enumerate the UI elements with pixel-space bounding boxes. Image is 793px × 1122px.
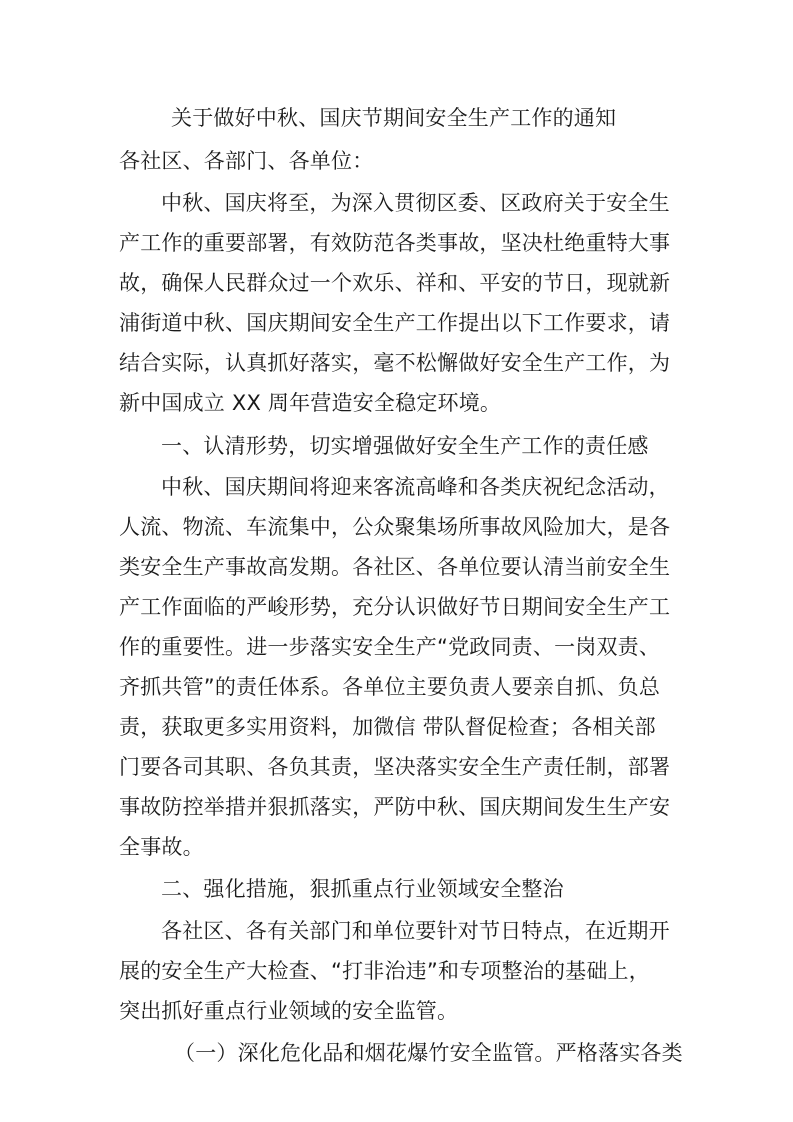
paragraph-line: 人流、物流、车流集中，公众聚集场所事故风险加大，是各	[119, 515, 671, 539]
paragraph-line: 故，确保人民群众过一个欢乐、祥和、平安的节日，现就新	[119, 271, 671, 295]
paragraph-line: 作的重要性。进一步落实安全生产“党政同责、一岗双责、	[119, 635, 661, 659]
paragraph-line: 齐抓共管”的责任体系。各单位主要负责人要亲自抓、负总	[119, 675, 661, 699]
paragraph-line: 产工作的重要部署，有效防范各类事故，坚决杜绝重特大事	[119, 231, 671, 255]
paragraph-line: 全事故。	[119, 835, 204, 859]
paragraph-line: 门要各司其职、各负其责，坚决落实安全生产责任制，部署	[119, 755, 671, 779]
paragraph-line: 中秋、国庆将至，为深入贯彻区委、区政府关于安全生	[161, 191, 670, 215]
paragraph-line: 各社区、各有关部门和单位要针对节日特点，在近期开	[161, 919, 670, 943]
paragraph-line: 浦街道中秋、国庆期间安全生产工作提出以下工作要求，请	[119, 311, 671, 335]
section-heading-1: 一、认清形势，切实增强做好安全生产工作的责任感	[161, 434, 649, 458]
paragraph-line: 突出抓好重点行业领域的安全监管。	[119, 999, 459, 1023]
document-title: 关于做好中秋、国庆节期间安全生产工作的通知	[171, 106, 617, 130]
salutation: 各社区、各部门、各单位：	[119, 149, 374, 173]
paragraph-line: 事故防控举措并狠抓落实，严防中秋、国庆期间发生生产安	[119, 795, 671, 819]
paragraph-line: 类安全生产事故高发期。各社区、各单位要认清当前安全生	[119, 555, 671, 579]
paragraph-line: 新中国成立 XX 周年营造安全稳定环境。	[119, 391, 502, 415]
section-heading-2: 二、强化措施，狠抓重点行业领域安全整治	[161, 877, 564, 901]
paragraph-line: 产工作面临的严峻形势，充分认识做好节日期间安全生产工	[119, 595, 671, 619]
subsection-line: （一）深化危化品和烟花爆竹安全监管。严格落实各类	[174, 1041, 683, 1065]
paragraph-line: 责，获取更多实用资料，加微信 带队督促检查；各相关部	[119, 715, 656, 739]
paragraph-line: 中秋、国庆期间将迎来客流高峰和各类庆祝纪念活动，	[161, 475, 670, 499]
paragraph-line: 展的安全生产大检查、“打非治违”和专项整治的基础上，	[119, 959, 650, 983]
paragraph-line: 结合实际，认真抓好落实，毫不松懈做好安全生产工作，为	[119, 351, 671, 375]
